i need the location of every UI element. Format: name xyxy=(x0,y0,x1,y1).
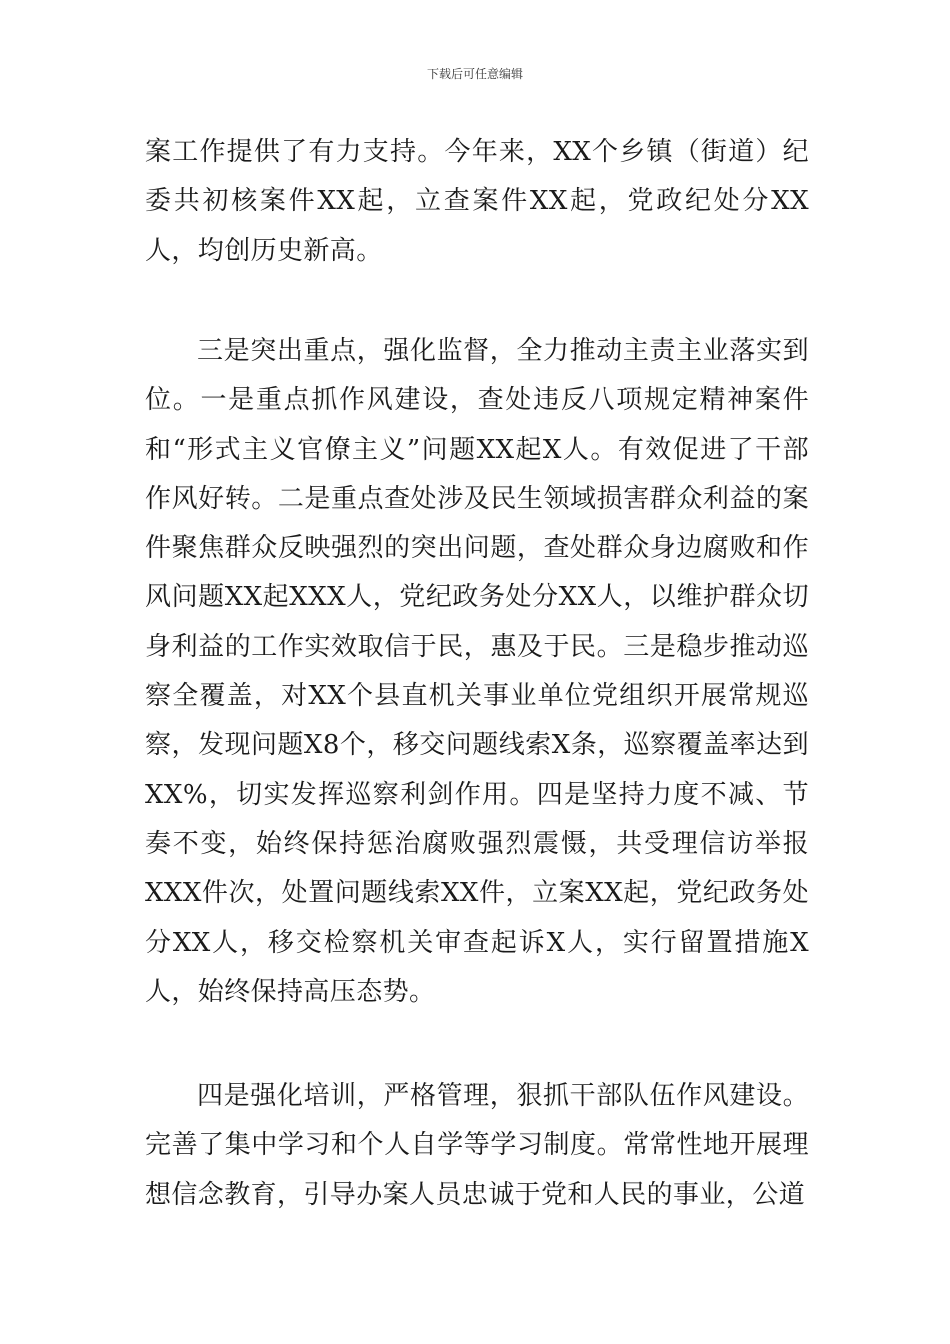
paragraph-continuation xyxy=(145,128,809,276)
page-header: 下载后可任意编辑 xyxy=(426,67,523,81)
paragraph-section-three xyxy=(145,327,809,1017)
paragraph-section-four xyxy=(145,1072,809,1220)
paragraph-text: 案工作提供了有力支持。今年来，XX个乡镇（街道）纪委共初核案件XX起，立查案件XX起，党政纪处分XX人，均创历史新高。 xyxy=(145,137,809,266)
paragraph-text: 三是突出重点，强化监督，全力推动主责主业落实到位。一是重点抓作风建设，查处违反八项规定精神案件和“形式主义官僚主义”问题XX起X人。有效促进了干部作风好转。二是重点查处涉及民生领域损害群众利益的案件聚焦群众反映强烈的突出问题，查处群众身边腐败和作风问题XX起XXX人，党纪政务处分XX人，以维护群众切身利益的工作实效取信于民，惠及于民。三是稳步推动巡察全覆盖，对XX个县直机关事业单位党组织开展常规巡察，发现问题X8个，移交问题线索X条，巡察覆盖率达到XX%，切实发挥巡察利剑作用。四是坚持力度不减、节奏不变，始终保持惩治腐败强烈震慑，共受理信访举报XXX件次，处置问题线索XX件，立案XX起，党纪政务处分XX人，移交检察机关审查起诉X人，实行留置措施X人，始终保持高压态势。 xyxy=(145,336,809,1007)
paragraph-text: 四是强化培训，严格管理，狠抓干部队伍作风建设。完善了集中学习和个人自学等学习制度。常常性地开展理想信念教育，引导办案人员忠诚于党和人民的事业，公道 xyxy=(145,1081,809,1210)
